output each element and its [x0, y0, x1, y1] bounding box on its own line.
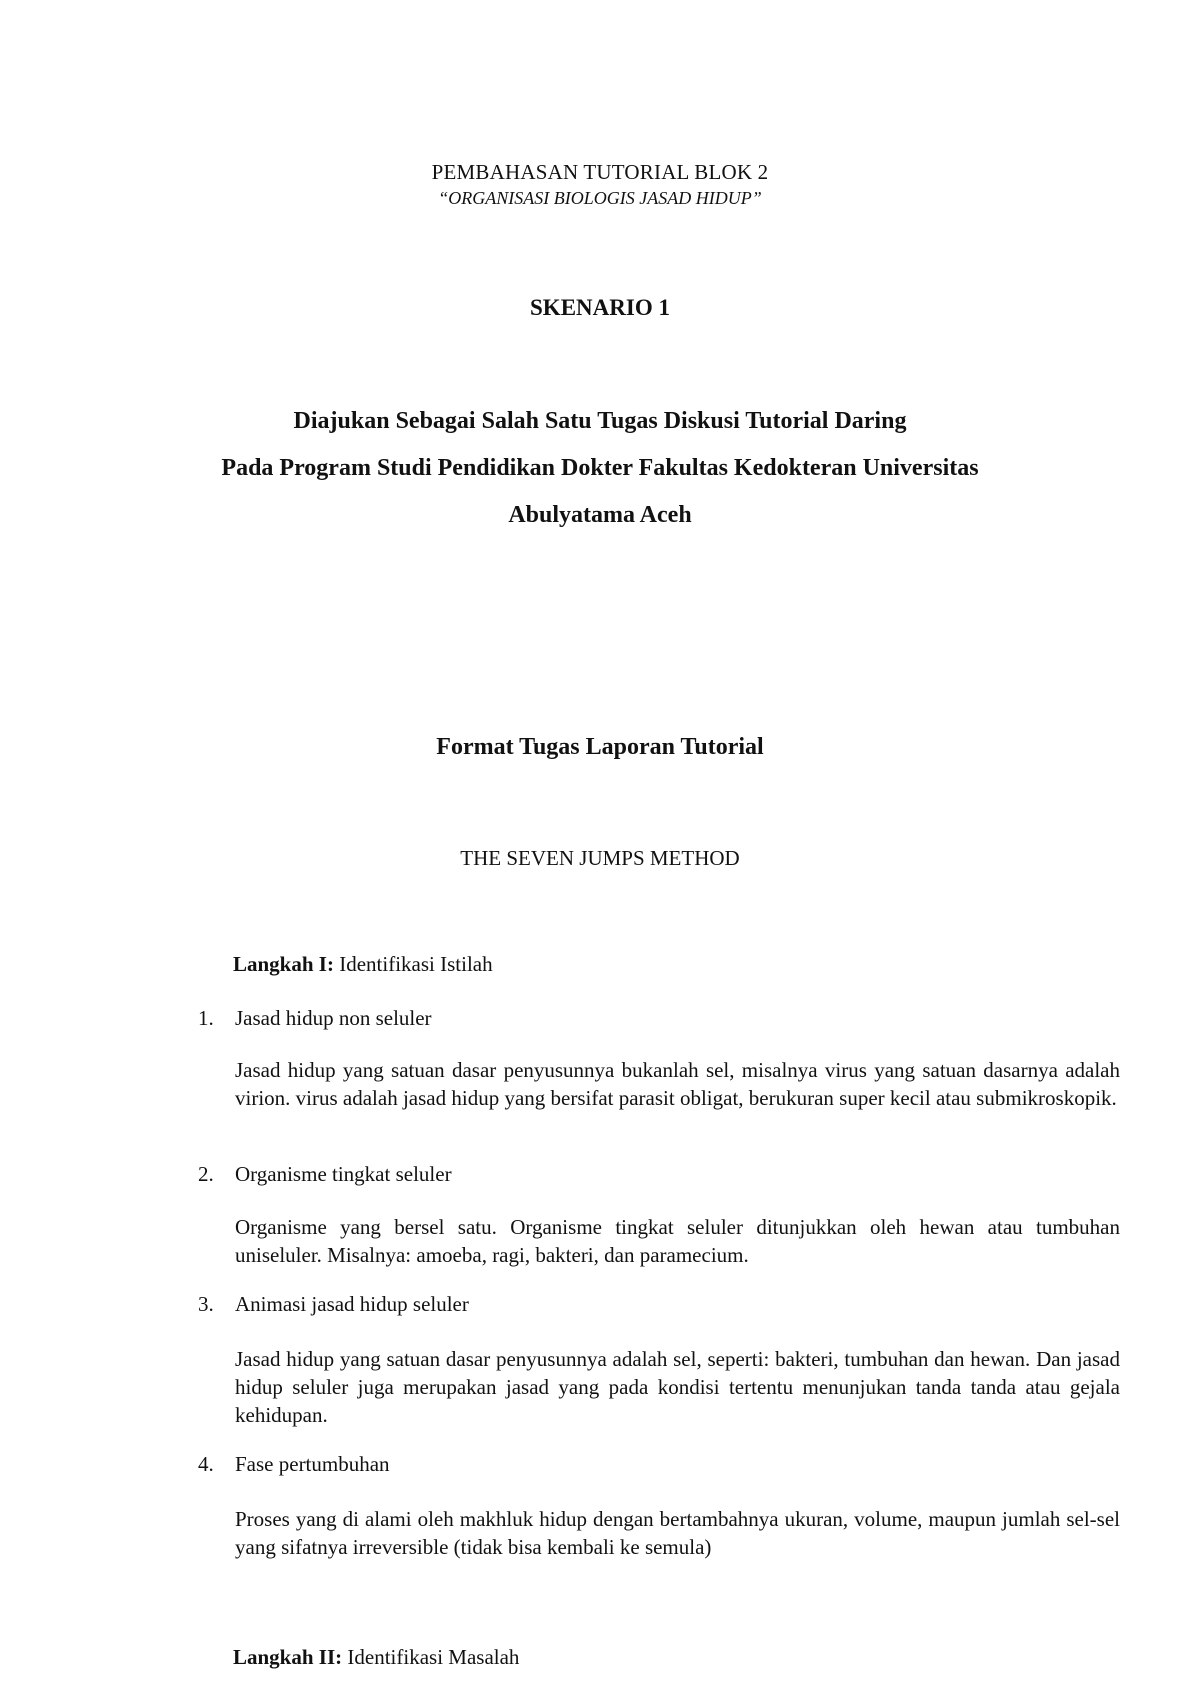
submission-line-1: Diajukan Sebagai Salah Satu Tugas Diskusi Tutorial Daring: [293, 408, 907, 434]
list-item-title: Jasad hidup non seluler: [235, 1006, 432, 1030]
document-subtitle: “ORGANISASI BIOLOGIS JASAD HIDUP”: [438, 188, 762, 208]
scenario-heading: SKENARIO 1: [530, 295, 670, 320]
list-item-description: Proses yang di alami oleh makhluk hidup dengan bertambahnya ukuran, volume, maupun jumlah sel-sel yang sifatnya irreversible (tidak bisa kembali ke semula): [235, 1507, 1120, 1559]
list-item-number: 3.: [198, 1292, 214, 1316]
list-item-title: Fase pertumbuhan: [235, 1452, 390, 1476]
method-title: THE SEVEN JUMPS METHOD: [460, 846, 740, 870]
list-item-description: Jasad hidup yang satuan dasar penyusunnya adalah sel, seperti: bakteri, tumbuhan dan hewan. Dan jasad hidup seluler juga merupakan jasad yang pada kondisi tertentu menunjukan tanda tanda atau gejala kehidupan.: [235, 1347, 1120, 1427]
list-item-title: Animasi jasad hidup seluler: [235, 1292, 469, 1316]
list-item-description: Jasad hidup yang satuan dasar penyusunnya bukanlah sel, misalnya virus yang satuan dasarnya adalah virion. virus adalah jasad hidup yang bersifat parasit obligat, berukuran super kecil atau submikroskopik.: [235, 1058, 1120, 1110]
step-1-label: Langkah I:: [233, 952, 334, 976]
list-item-number: 2.: [198, 1162, 214, 1186]
step-1-heading: [233, 952, 493, 977]
list-item-number: 4.: [198, 1452, 214, 1476]
step-2-heading: [233, 1645, 519, 1670]
step-2-text: Identifikasi Masalah: [342, 1645, 520, 1669]
step-2-label: Langkah II:: [233, 1645, 343, 1669]
document-title: PEMBAHASAN TUTORIAL BLOK 2: [431, 160, 769, 184]
list-item-number: 1.: [198, 1006, 214, 1030]
submission-line-2: Pada Program Studi Pendidikan Dokter Fakultas Kedokteran Universitas: [221, 455, 979, 481]
step-1-text: Identifikasi Istilah: [333, 952, 493, 976]
list-item-description: Organisme yang bersel satu. Organisme tingkat seluler ditunjukkan oleh hewan atau tumbuhan uniseluler. Misalnya: amoeba, ragi, bakteri, dan paramecium.: [235, 1215, 1120, 1267]
format-title: Format Tugas Laporan Tutorial: [436, 734, 764, 760]
submission-line-3: Abulyatama Aceh: [508, 502, 692, 528]
list-item-title: Organisme tingkat seluler: [235, 1162, 452, 1186]
